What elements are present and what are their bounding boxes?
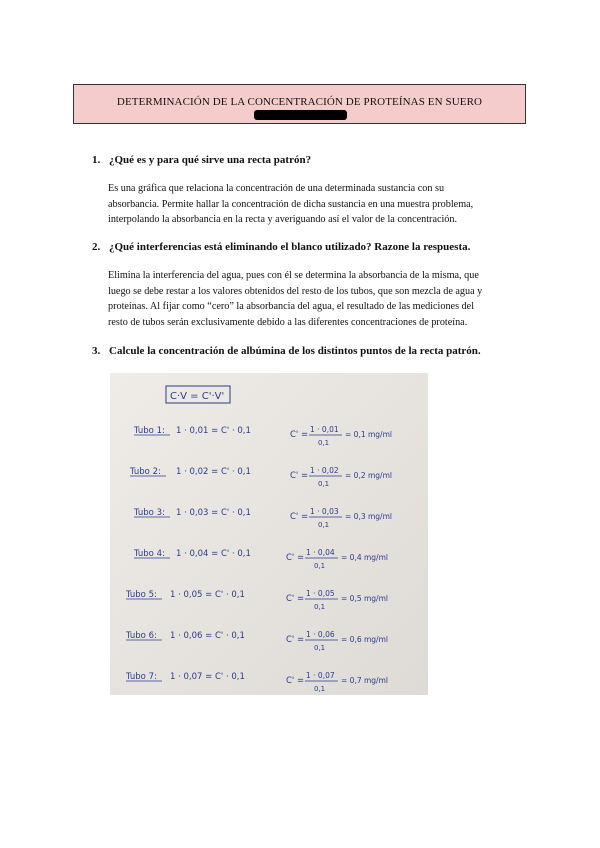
answer-2 <box>108 268 518 330</box>
paper-background <box>110 373 428 695</box>
tube-result: = 0,6 mg/ml <box>341 635 388 644</box>
fraction-denominator: 0,1 <box>318 521 330 529</box>
fraction-numerator: 1 · 0,01 <box>310 425 339 434</box>
question-text: ¿Qué interferencias está eliminando el blanco utilizado? Razone la respuesta. <box>109 241 471 253</box>
tube-result: = 0,3 mg/ml <box>345 512 392 521</box>
tube-equation: 1 · 0,03 = C' · 0,1 <box>176 508 251 518</box>
tube-label: Tubo 5: <box>126 590 157 600</box>
answer-line: Elimina la interferencia del agua, pues con él se determina la absorbancia de la misma, que <box>108 270 479 281</box>
question-1 <box>92 154 311 166</box>
tube-equation: 1 · 0,01 = C' · 0,1 <box>176 426 251 436</box>
c-prime-label: C' = <box>290 512 309 522</box>
document-title-box <box>73 84 526 124</box>
answer-line: resto de tubos serán exclusivamente debido a las diferentes concentraciones de proteína. <box>108 316 468 328</box>
fraction-denominator: 0,1 <box>314 562 326 570</box>
fraction-numerator: 1 · 0,06 <box>306 630 335 639</box>
c-prime-label: C' = <box>290 471 309 481</box>
fraction-denominator: 0,1 <box>314 644 326 652</box>
fraction-denominator: 0,1 <box>314 685 326 693</box>
answer-line: Es una gráfica que relaciona la concentración de una determinada sustancia con su <box>108 183 445 194</box>
question-number: 2. <box>92 241 101 253</box>
tube-equation: 1 · 0,06 = C' · 0,1 <box>170 631 245 641</box>
formula-text: C·V = C'·V' <box>170 391 225 402</box>
tube-result: = 0,4 mg/ml <box>341 553 388 562</box>
fraction-numerator: 1 · 0,07 <box>306 671 335 680</box>
tube-result: = 0,2 mg/ml <box>345 471 392 480</box>
c-prime-label: C' = <box>286 594 305 604</box>
redacted-author-bar <box>254 110 347 120</box>
fraction-numerator: 1 · 0,04 <box>306 548 335 557</box>
tube-label: Tubo 1: <box>134 426 165 436</box>
question-text: Calcule la concentración de albúmina de los distintos puntos de la recta patrón. <box>109 345 481 357</box>
fraction-numerator: 1 · 0,03 <box>310 507 339 516</box>
tube-label: Tubo 4: <box>134 549 165 559</box>
answer-line: absorbancia. Permite hallar la concentración de dicha sustancia en una muestra problema, <box>108 198 474 210</box>
question-3 <box>92 345 481 357</box>
question-text: ¿Qué es y para qué sirve una recta patrón? <box>109 154 312 166</box>
tube-equation: 1 · 0,05 = C' · 0,1 <box>170 590 245 600</box>
fraction-denominator: 0,1 <box>318 439 330 447</box>
tube-result: = 0,5 mg/ml <box>341 594 388 603</box>
answer-line: interpolando la absorbancia en la recta y averiguando así el valor de la concentración. <box>108 214 458 225</box>
question-number: 1. <box>92 154 101 166</box>
tube-label: Tubo 7: <box>126 672 157 682</box>
tube-label: Tubo 6: <box>126 631 157 641</box>
tube-result: = 0,7 mg/ml <box>341 676 388 685</box>
tube-equation: 1 · 0,07 = C' · 0,1 <box>170 672 245 682</box>
fraction-numerator: 1 · 0,02 <box>310 466 339 475</box>
tube-label: Tubo 2: <box>130 467 161 477</box>
tube-equation: 1 · 0,04 = C' · 0,1 <box>176 549 251 559</box>
answer-line: proteínas. Al fijar como “cero” la absorbancia del agua, el resultado de las mediciones del <box>108 301 475 312</box>
c-prime-label: C' = <box>286 676 305 686</box>
fraction-denominator: 0,1 <box>318 480 330 488</box>
handwritten-sheet <box>110 373 428 695</box>
fraction-denominator: 0,1 <box>314 603 326 611</box>
fraction-numerator: 1 · 0,05 <box>306 589 335 598</box>
c-prime-label: C' = <box>290 430 309 440</box>
answer-line: luego se debe restar a los valores obtenidos del resto de los tubos, que son mezcla de agua y <box>108 285 483 297</box>
question-number: 3. <box>92 345 101 357</box>
answer-1 <box>108 181 518 228</box>
c-prime-label: C' = <box>286 635 305 645</box>
document-title: DETERMINACIÓN DE LA CONCENTRACIÓN DE PROTEÍNAS EN SUERO <box>116 96 483 108</box>
tube-equation: 1 · 0,02 = C' · 0,1 <box>176 467 251 477</box>
question-2 <box>92 241 470 253</box>
c-prime-label: C' = <box>286 553 305 563</box>
tube-label: Tubo 3: <box>134 508 165 518</box>
handwritten-calculation-photo <box>110 373 428 695</box>
tube-result: = 0,1 mg/ml <box>345 430 392 439</box>
